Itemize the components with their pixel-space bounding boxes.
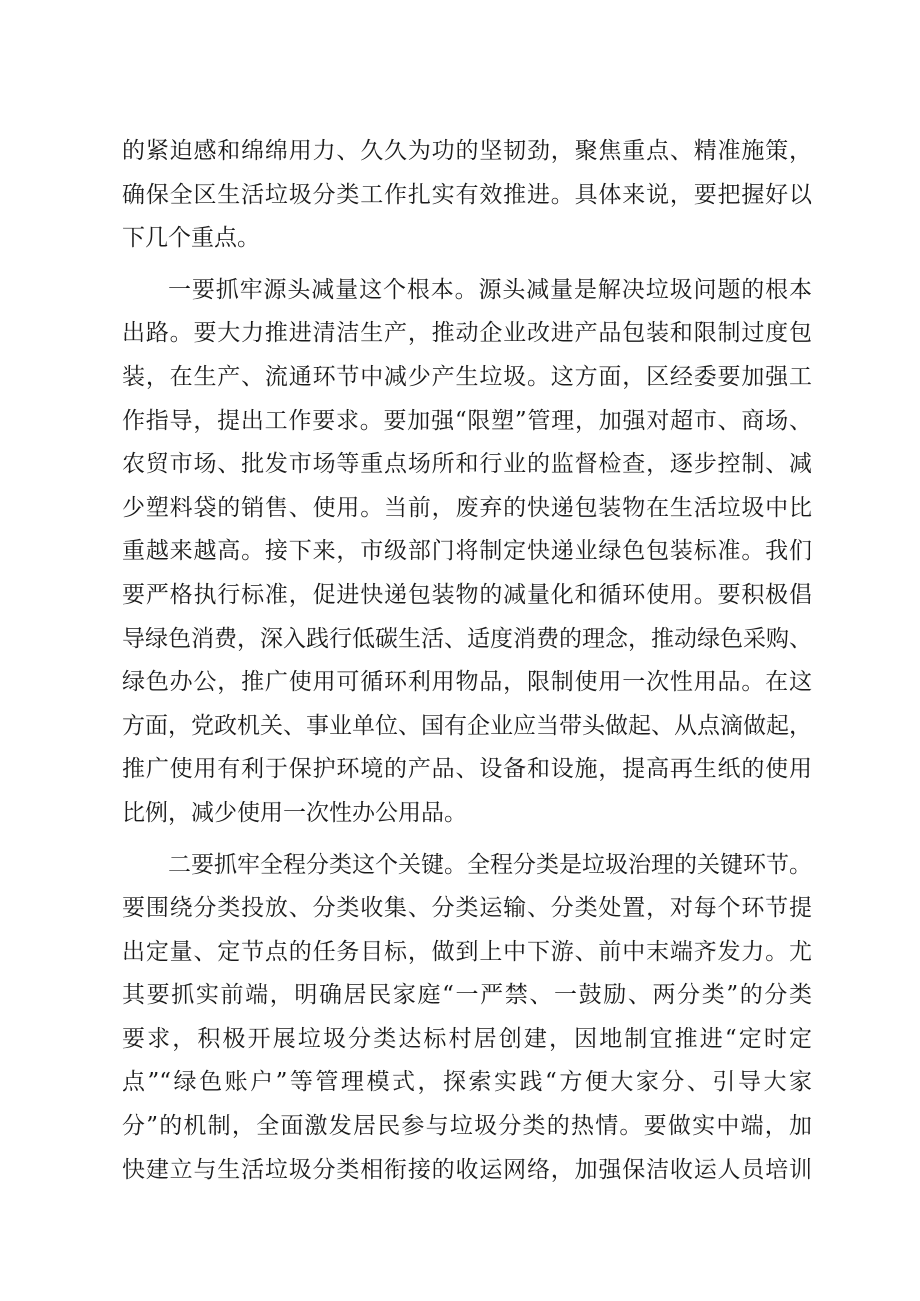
text-line: 一要抓牢源头减量这个根本。源头减量是解决垃圾问题的根本 (168, 276, 812, 303)
text-line: 少塑料袋的销售、使用。当前，废弃的快递包装物在生活垃圾中比 (122, 494, 812, 521)
text-line: 农贸市场、批发市场等重点场所和行业的监督检查，逐步控制、减 (122, 451, 812, 478)
text-line: 重越来越高。接下来，市级部门将制定快递业绿色包装标准。我们 (122, 538, 812, 565)
text-line: 快建立与生活垃圾分类相衔接的收运网络，加强保洁收运人员培训 (122, 1156, 812, 1183)
paragraph-gap (122, 261, 812, 269)
text-line: 下几个重点。 (122, 225, 260, 252)
text-line: 点”“绿色账户”等管理模式，探索实践“方便大家分、引导大家 (122, 1069, 812, 1096)
text-line: 分”的机制，全面激发居民参与垃圾分类的热情。要做实中端，加 (122, 1113, 812, 1140)
document-body (122, 130, 812, 1192)
text-line: 导绿色消费，深入践行低碳生活、适度消费的理念，推动绿色采购、 (122, 625, 812, 652)
text-line: 要求，积极开展垃圾分类达标村居创建，因地制宜推进“定时定 (122, 1025, 812, 1052)
paragraph (122, 269, 812, 836)
text-line: 确保全区生活垃圾分类工作扎实有效推进。具体来说，要把握好以 (122, 181, 812, 208)
text-line: 推广使用有利于保护环境的产品、设备和设施，提高再生纸的使用 (122, 756, 812, 783)
paragraph (122, 844, 812, 1193)
text-line: 方面，党政机关、事业单位、国有企业应当带头做起、从点滴做起， (122, 712, 812, 739)
text-line: 二要抓牢全程分类这个关键。全程分类是垃圾治理的关键环节。 (168, 851, 812, 878)
text-line: 作指导，提出工作要求。要加强“限塑”管理，加强对超市、商场、 (122, 407, 812, 434)
paragraph-gap (122, 836, 812, 844)
text-line: 的紧迫感和绵绵用力、久久为功的坚韧劲，聚焦重点、精准施策， (122, 138, 812, 164)
text-line: 比例，减少使用一次性办公用品。 (122, 799, 467, 826)
text-line: 其要抓实前端，明确居民家庭“一严禁、一鼓励、两分类”的分类 (122, 982, 812, 1009)
text-line: 要严格执行标准，促进快递包装物的减量化和循环使用。要积极倡 (122, 581, 812, 608)
text-line: 出路。要大力推进清洁生产，推动企业改进产品包装和限制过度包 (122, 320, 812, 347)
text-line: 装，在生产、流通环节中减少产生垃圾。这方面，区经委要加强工 (122, 363, 812, 390)
text-line: 要围绕分类投放、分类收集、分类运输、分类处置，对每个环节提 (122, 895, 812, 922)
paragraph (122, 130, 812, 261)
text-line: 绿色办公，推广使用可循环利用物品，限制使用一次性用品。在这 (122, 669, 812, 696)
text-line: 出定量、定节点的任务目标，做到上中下游、前中末端齐发力。尤 (122, 938, 812, 965)
